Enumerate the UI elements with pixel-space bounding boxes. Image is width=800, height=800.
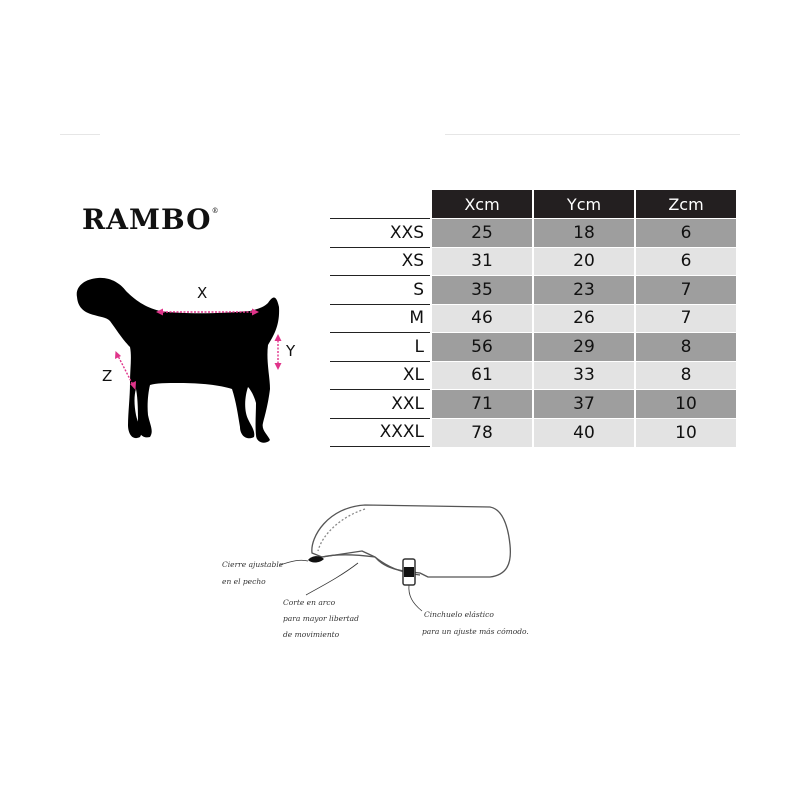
z-value: 10 bbox=[635, 390, 736, 419]
dog-silhouette bbox=[77, 278, 279, 443]
z-value: 7 bbox=[635, 304, 736, 333]
y-dimension-label: Y bbox=[286, 342, 296, 360]
trademark-symbol: ® bbox=[211, 207, 220, 215]
y-arrow-top bbox=[275, 334, 282, 341]
size-label: XXS bbox=[330, 219, 431, 248]
x-value: 78 bbox=[431, 418, 533, 447]
arrow-cut bbox=[306, 563, 358, 595]
coat-feature-diagram bbox=[200, 495, 540, 655]
column-header-x: Xcm bbox=[431, 190, 533, 219]
size-label: M bbox=[330, 304, 431, 333]
table-row bbox=[330, 219, 736, 248]
note-strap-line1: Cinchuelo elástico bbox=[424, 610, 494, 619]
z-arrow-top bbox=[115, 351, 121, 359]
size-label: XL bbox=[330, 361, 431, 390]
z-value: 8 bbox=[635, 333, 736, 362]
y-value: 20 bbox=[533, 247, 635, 276]
note-cut-line2: para mayor libertad bbox=[283, 614, 359, 623]
z-value: 6 bbox=[635, 219, 736, 248]
size-label: XXL bbox=[330, 390, 431, 419]
x-value: 35 bbox=[431, 276, 533, 305]
note-strap-line2: para un ajuste más cómodo. bbox=[422, 627, 529, 636]
y-value: 26 bbox=[533, 304, 635, 333]
table-row bbox=[330, 333, 736, 362]
y-value: 33 bbox=[533, 361, 635, 390]
column-header-z: Zcm bbox=[635, 190, 736, 219]
column-header-y: Ycm bbox=[533, 190, 635, 219]
x-value: 25 bbox=[431, 219, 533, 248]
x-dimension-label: X bbox=[197, 284, 208, 302]
size-label: S bbox=[330, 276, 431, 305]
table-row bbox=[330, 304, 736, 333]
arrow-chest bbox=[280, 560, 308, 565]
table-row bbox=[330, 361, 736, 390]
brand-logo bbox=[82, 203, 220, 236]
table-row bbox=[330, 418, 736, 447]
note-chest-line2: en el pecho bbox=[222, 577, 266, 586]
dog-measurement-diagram bbox=[60, 265, 310, 465]
y-value: 40 bbox=[533, 418, 635, 447]
size-label: XXXL bbox=[330, 418, 431, 447]
x-value: 56 bbox=[431, 333, 533, 362]
table-row bbox=[330, 390, 736, 419]
top-rule-right bbox=[445, 134, 740, 135]
x-value: 71 bbox=[431, 390, 533, 419]
elastic-strap-band bbox=[404, 567, 414, 577]
size-label: L bbox=[330, 333, 431, 362]
z-value: 6 bbox=[635, 247, 736, 276]
table-row bbox=[330, 276, 736, 305]
top-rule-left bbox=[60, 134, 100, 135]
y-value: 29 bbox=[533, 333, 635, 362]
size-chart-table bbox=[330, 190, 736, 447]
arrow-strap bbox=[409, 585, 422, 611]
table-row bbox=[330, 247, 736, 276]
brand-name: RAMBO bbox=[82, 203, 212, 236]
x-value: 46 bbox=[431, 304, 533, 333]
z-value: 8 bbox=[635, 361, 736, 390]
table-header-row bbox=[330, 190, 736, 219]
x-value: 31 bbox=[431, 247, 533, 276]
y-arrow-bottom bbox=[275, 363, 282, 370]
size-label: XS bbox=[330, 247, 431, 276]
note-cut-line1: Corte en arco bbox=[283, 598, 336, 607]
z-value: 10 bbox=[635, 418, 736, 447]
z-value: 7 bbox=[635, 276, 736, 305]
note-cut-line3: de movimiento bbox=[283, 630, 340, 639]
x-value: 61 bbox=[431, 361, 533, 390]
z-dimension-label: Z bbox=[102, 367, 113, 385]
note-chest-line1: Cierre ajustable bbox=[222, 560, 284, 569]
y-value: 23 bbox=[533, 276, 635, 305]
table-header-corner bbox=[330, 190, 431, 219]
y-value: 18 bbox=[533, 219, 635, 248]
y-value: 37 bbox=[533, 390, 635, 419]
